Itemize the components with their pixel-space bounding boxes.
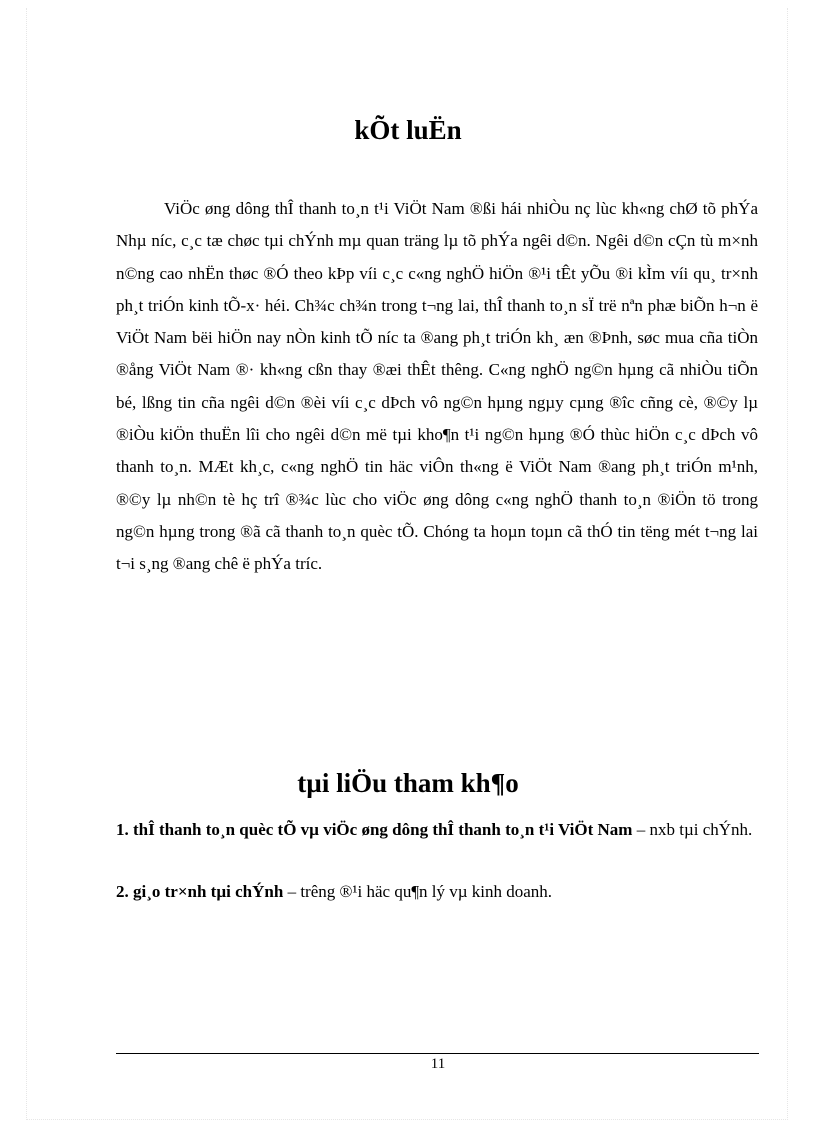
conclusion-text: ViÖc øng dông thÎ thanh to¸n t¹i ViÖt Nam ®ßi hái nhiÒu nç lùc kh«ng chØ tõ phÝa Nhµ níc, c¸c tæ chøc tµi chÝnh mµ quan träng lµ tõ phÝa ngêi d©n. Ngêi d©n cÇn tù m×nh n©ng cao nhËn thøc ®Ó theo kÞp víi c¸c c«ng nghÖ hiÖn ®¹i tÊt yÕu ®i kÌm víi qu¸ tr×nh ph¸t triÓn kinh tÕ-x· héi. Ch¾c ch¾n trong t¬ng lai, thÎ thanh to¸n sÏ trë nªn phæ biÕn h¬n ë ViÖt Nam bëi hiÖn nay nÒn kinh tÕ níc ta ®ang ph¸t triÓn kh¸ æn ®Þnh, søc mua cña tiÒn ®ång ViÖt Nam ®· kh«ng cßn thay ®æi thÊt thêng. C«ng nghÖ ng©n hµng cã nhiÒu tiÕn bé, lßng tin cña ngêi d©n ®èi víi c¸c dÞch vô ng©n hµng ngµy cµng ®îc cñng cè, ®©y lµ ®iÒu kiÖn thuËn lîi cho ngêi d©n më tµi kho¶n t¹i ng©n hµng ®Ó thùc hiÖn c¸c dÞch vô thanh to¸n. MÆt kh¸c, c«ng nghÖ tin häc viÔn th«ng ë ViÖt Nam ®ang ph¸t triÓn m¹nh, ®©y lµ nh©n tè hç trî ®¾c lùc cho viÖc øng dông c«ng nghÖ thanh to¸n ®iÖn tö trong ng©n hµng trong ®ã cã thanh to¸n quèc tÕ. Chóng ta hoµn toµn cã thÓ tin tëng mét t¬ng lai t¬i s¸ng ®ang chê ë phÝa tríc. [116, 199, 758, 574]
reference-detail: – trêng ®¹i häc qu¶n lý vµ kinh doanh. [283, 882, 553, 901]
reference-detail: – nxb tµi chÝnh. [632, 820, 753, 839]
conclusion-heading: kÕt luËn [354, 115, 462, 145]
reference-item-1 [116, 815, 758, 845]
reference-title: thÎ thanh to¸n quèc tÕ vµ viÖc øng dông thÎ thanh to¸n t¹i ViÖt Nam [133, 820, 633, 839]
reference-number: 1. [116, 820, 129, 839]
reference-number: 2. [116, 882, 129, 901]
reference-title: gi¸o tr×nh tµi chÝnh [133, 882, 284, 901]
conclusion-paragraph [116, 193, 758, 581]
footer-divider [116, 1053, 759, 1054]
page-number: 11 [430, 1056, 446, 1072]
reference-item-2 [116, 877, 758, 907]
references-heading: tµi liÖu tham kh¶o [297, 768, 519, 798]
